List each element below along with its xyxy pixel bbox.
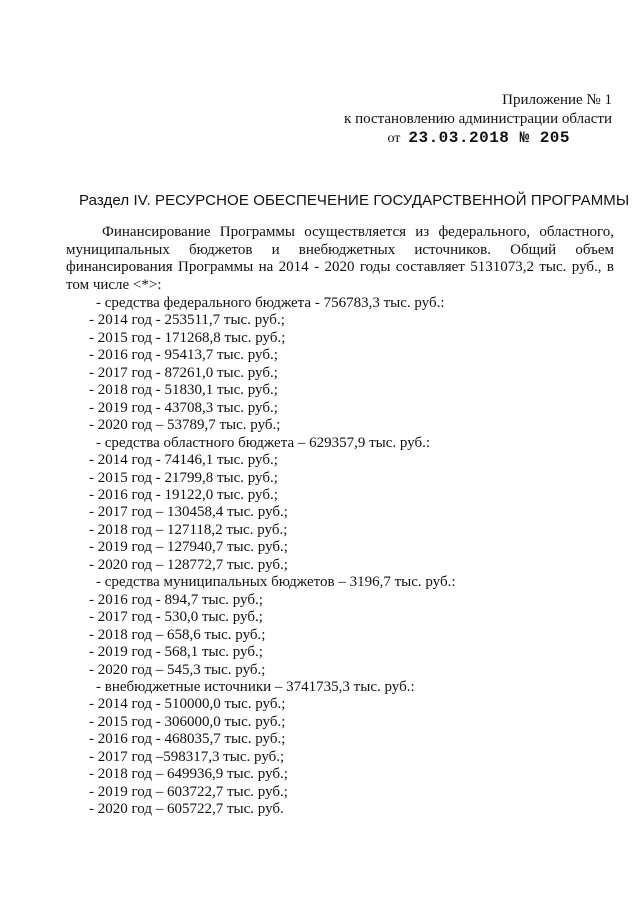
funding-year-line: - 2017 год – 130458,4 тыс. руб.; (89, 504, 288, 521)
funding-year-line: - 2018 год - 51830,1 тыс. руб.; (89, 382, 278, 399)
funding-year-line: - 2019 год - 43708,3 тыс. руб.; (89, 399, 278, 416)
funding-year-line: - 2017 год –598317,3 тыс. руб.; (89, 748, 285, 765)
date-stamp: 23.03.2018 № 205 (408, 129, 570, 147)
funding-year-line: - 2015 год - 306000,0 тыс. руб.; (89, 713, 286, 730)
funding-year-line: - 2018 год – 649936,9 тыс. руб.; (89, 766, 288, 783)
funding-year-line: - 2016 год - 19122,0 тыс. руб.; (89, 486, 278, 503)
resolution-reference: к постановлению администрации области (344, 111, 612, 127)
funding-year-line: - 2020 год – 545,3 тыс. руб.; (89, 661, 266, 678)
funding-year-line: - 2014 год - 253511,7 тыс. руб.; (89, 312, 285, 329)
funding-year-line: - 2018 год – 127118,2 тыс. руб.; (89, 521, 288, 538)
funding-year-line: - 2019 год – 127940,7 тыс. руб.; (89, 539, 288, 556)
funding-year-line: - 2017 год - 530,0 тыс. руб.; (89, 609, 263, 626)
funding-year-line: - 2020 год – 53789,7 тыс. руб.; (89, 417, 281, 434)
funding-source-line: - средства муниципальных бюджетов – 3196,7 тыс. руб.: (96, 574, 456, 591)
funding-year-line: - 2016 год - 95413,7 тыс. руб.; (89, 347, 278, 364)
funding-year-line: - 2019 год - 568,1 тыс. руб.; (89, 644, 263, 661)
funding-year-line: - 2016 год - 468035,7 тыс. руб.; (89, 731, 286, 748)
intro-paragraph: Финансирование Программы осуществляется из федерального, областного, муниципальных бюджетов и внебюджетных источников. Общий объем финансирования Программы на 2014 - 2020 годы составляет 5131073,2 тыс. руб., в том числе <*>: (66, 224, 614, 293)
funding-year-line: - 2019 год – 603722,7 тыс. руб.; (89, 783, 288, 800)
funding-source-line: - внебюджетные источники – 3741735,3 тыс. руб.: (96, 678, 415, 695)
funding-year-line: - 2016 год - 894,7 тыс. руб.; (89, 591, 263, 608)
funding-list (89, 295, 456, 819)
funding-year-line: - 2014 год - 74146,1 тыс. руб.; (89, 452, 278, 469)
funding-year-line: - 2018 год – 658,6 тыс. руб.; (89, 626, 266, 643)
appendix-number: Приложение № 1 (502, 92, 612, 108)
from-word: от (387, 131, 401, 146)
resolution-date-line (387, 129, 570, 148)
funding-year-line: - 2015 год - 21799,8 тыс. руб.; (89, 469, 278, 486)
appendix-header (282, 91, 612, 148)
funding-year-line: - 2020 год – 605722,7 тыс. руб. (89, 801, 284, 818)
funding-source-line: - средства областного бюджета – 629357,9 тыс. руб.: (96, 434, 431, 451)
funding-year-line: - 2020 год – 128772,7 тыс. руб.; (89, 556, 288, 573)
funding-year-line: - 2017 год - 87261,0 тыс. руб.; (89, 364, 278, 381)
funding-year-line: - 2015 год - 171268,8 тыс. руб.; (89, 329, 286, 346)
funding-source-line: - средства федерального бюджета - 756783,3 тыс. руб.: (96, 295, 445, 311)
section-title: Раздел IV. РЕСУРСНОЕ ОБЕСПЕЧЕНИЕ ГОСУДАРСТВЕННОЙ ПРОГРАММЫ (79, 192, 630, 209)
funding-year-line: - 2014 год - 510000,0 тыс. руб.; (89, 696, 286, 713)
